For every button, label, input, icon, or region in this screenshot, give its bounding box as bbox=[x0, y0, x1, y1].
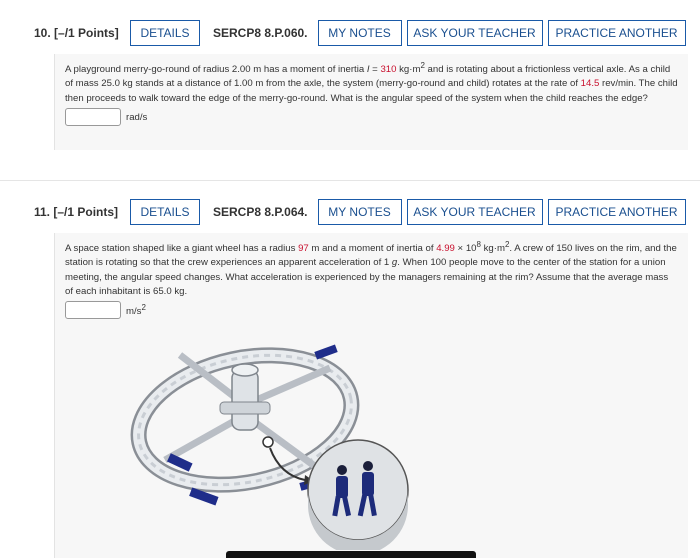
q11-text-4: kg·m bbox=[480, 243, 505, 255]
q10-text-4: and is rotating about a frictionless vertical axle. As a child of mass 25.0 kg stands at a distance of 1.00 m from the axle, the system (merry-go-round and child) rotates at the rate of bbox=[65, 64, 671, 90]
question-10-code: SERCP8 8.P.060. bbox=[213, 25, 308, 40]
bottom-bar bbox=[226, 551, 476, 558]
details-button[interactable]: DETAILS bbox=[130, 199, 200, 225]
practice-another-button[interactable]: PRACTICE ANOTHER bbox=[548, 199, 686, 225]
q10-text-1: A playground merry-go-round of radius 2.00 m has a moment of inertia bbox=[65, 64, 367, 76]
question-10-answer-input[interactable] bbox=[65, 108, 121, 126]
q11-g-symbol: g bbox=[391, 257, 398, 269]
q11-text-4-sup: 2 bbox=[504, 240, 510, 249]
question-11-label bbox=[34, 205, 130, 219]
q11-unit-sup: 2 bbox=[141, 303, 146, 313]
rim-location-marker bbox=[263, 437, 273, 447]
q11-inertia-value: 4.99 bbox=[436, 243, 455, 255]
ask-your-teacher-button[interactable]: ASK YOUR TEACHER bbox=[407, 199, 543, 225]
q10-text-5: rev/min. The child then proceeds to walk toward the edge of the merry-go-round. What is the angular speed of the system when the child reaches the edge? bbox=[65, 78, 678, 104]
question-11-answer-row bbox=[55, 301, 688, 319]
q11-text-5: . A crew of 150 lives on the rim, and the station is rotating so that the crew experiences an apparent acceleration of 1 bbox=[65, 243, 677, 269]
q10-rate-value: 14.5 bbox=[580, 78, 600, 90]
question-11-code: SERCP8 8.P.064. bbox=[213, 204, 308, 219]
question-10-header bbox=[0, 19, 700, 46]
question-11-points: [–/1 Points] bbox=[53, 204, 119, 219]
ask-your-teacher-button[interactable]: ASK YOUR TEACHER bbox=[407, 20, 543, 46]
q11-text-2: m and a moment of inertia of bbox=[308, 243, 437, 255]
q10-inertia-symbol: I bbox=[366, 64, 370, 76]
q10-text-2: = bbox=[369, 64, 381, 76]
question-10-answer-row bbox=[55, 108, 688, 126]
my-notes-button[interactable]: MY NOTES bbox=[318, 199, 402, 225]
question-10-number: 10. bbox=[34, 25, 51, 40]
q10-text-3: kg·m bbox=[396, 64, 421, 76]
q11-text-6: . When 100 people move to the center of the station for a union meeting, the angular speed changes. What acceleration is experienced by the managers remaining at the rim? Assume that the average mass of each inhabitant is 65.0 kg. bbox=[65, 257, 669, 298]
question-11-number: 11. bbox=[34, 204, 51, 219]
q11-text-3-sup: 8 bbox=[476, 240, 481, 249]
q11-text-3: × 10 bbox=[454, 243, 477, 255]
question-10-text bbox=[55, 54, 688, 106]
question-10-points: [–/1 Points] bbox=[54, 25, 119, 40]
question-11-answer-input[interactable] bbox=[65, 301, 121, 319]
practice-another-button[interactable]: PRACTICE ANOTHER bbox=[548, 20, 686, 46]
q11-text-1: A space station shaped like a giant wheel has a radius bbox=[65, 243, 299, 255]
q11-unit-base: m/s bbox=[126, 306, 142, 318]
crew-inset bbox=[308, 440, 408, 550]
details-button[interactable]: DETAILS bbox=[130, 20, 200, 46]
question-11-text bbox=[55, 233, 688, 299]
q10-text-3-sup: 2 bbox=[420, 61, 425, 70]
question-divider bbox=[0, 180, 700, 181]
q11-radius-value: 97 bbox=[298, 243, 309, 255]
question-10-label bbox=[34, 26, 130, 40]
question-10-unit: rad/s bbox=[126, 111, 148, 123]
my-notes-button[interactable]: MY NOTES bbox=[318, 20, 402, 46]
space-station-illustration bbox=[120, 330, 410, 550]
question-11-unit bbox=[126, 303, 146, 317]
q10-inertia-value: 310 bbox=[380, 64, 397, 76]
question-11-header bbox=[0, 198, 700, 225]
question-10-panel bbox=[54, 54, 688, 150]
